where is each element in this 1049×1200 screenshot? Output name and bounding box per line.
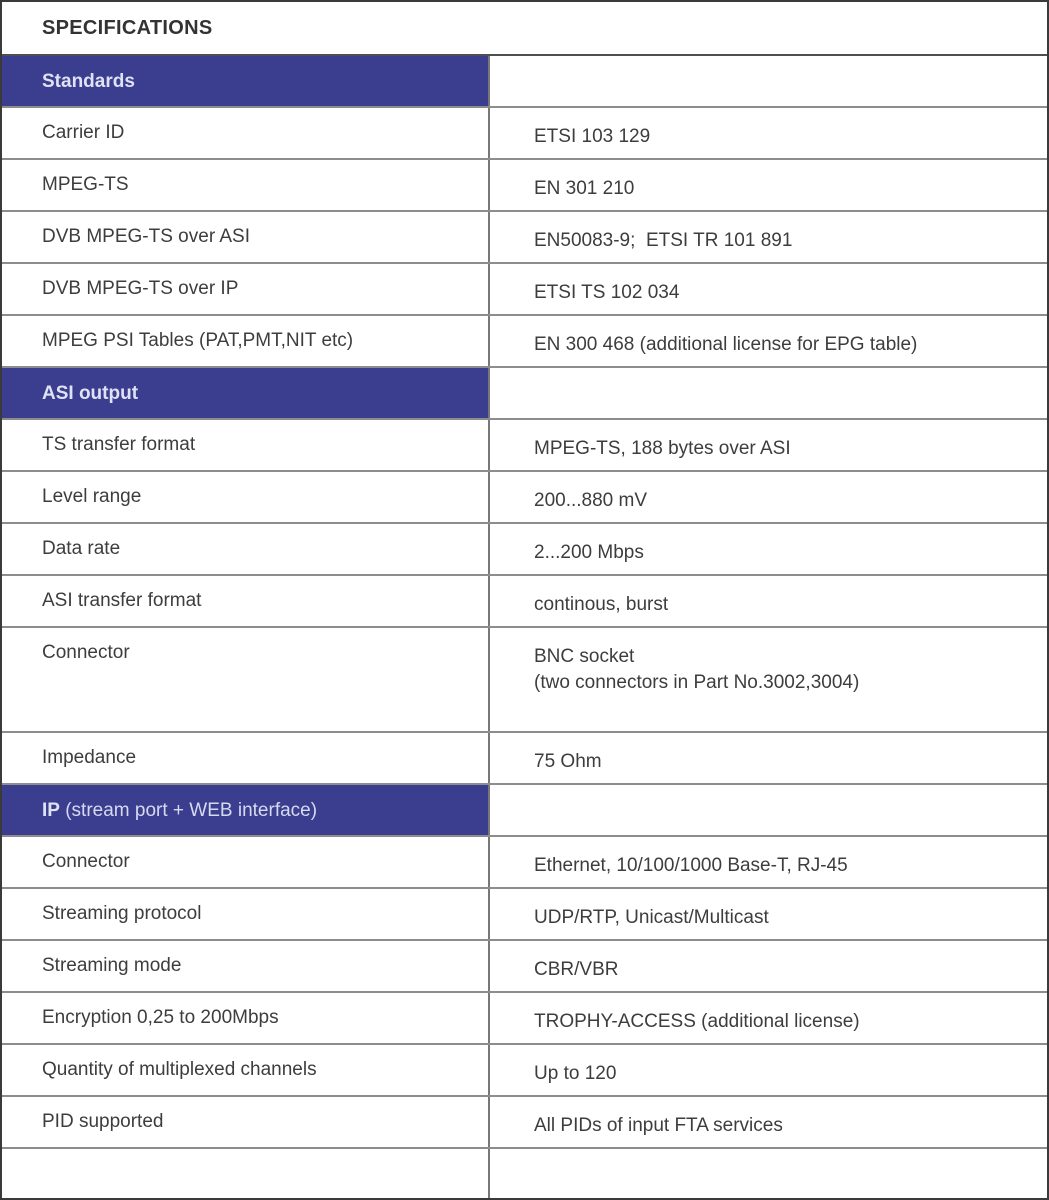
- section-header-row: [2, 54, 1047, 106]
- spec-value: [488, 993, 1047, 1043]
- spec-value-line: UDP/RTP, Unicast/Multicast: [534, 907, 769, 928]
- spec-label: MPEG-TS: [42, 174, 129, 195]
- spec-value: [488, 212, 1047, 262]
- spec-label: Connector: [42, 642, 130, 663]
- spec-label: Connector: [42, 851, 130, 872]
- spec-value-line: MPEG-TS, 188 bytes over ASI: [534, 438, 791, 459]
- spec-label: Streaming mode: [42, 955, 182, 976]
- spec-value-line: EN 301 210: [534, 178, 635, 199]
- spec-value: [488, 160, 1047, 210]
- empty-row: [2, 1147, 1047, 1198]
- spec-value-line: BNC socket: [534, 646, 635, 667]
- spec-row: [2, 418, 1047, 470]
- spec-row: [2, 731, 1047, 783]
- spec-label: DVB MPEG-TS over ASI: [42, 226, 250, 247]
- spec-label: Carrier ID: [42, 122, 125, 143]
- spec-value-line: EN 300 468 (additional license for EPG table): [534, 334, 918, 355]
- spec-value-line: Ethernet, 10/100/1000 Base-T, RJ-45: [534, 855, 848, 876]
- spec-value: [488, 941, 1047, 991]
- section-header-row: [2, 783, 1047, 835]
- spec-value-line: (two connectors in Part No.3002,3004): [534, 672, 860, 693]
- spec-label: PID supported: [42, 1111, 164, 1132]
- spec-value-line: continous, burst: [534, 594, 669, 615]
- spec-row: [2, 470, 1047, 522]
- section-title-text: IP: [42, 800, 60, 821]
- section-title-text: Standards: [42, 71, 135, 92]
- section-title: [2, 368, 488, 418]
- spec-value: [488, 628, 1047, 731]
- spec-value-line: CBR/VBR: [534, 959, 619, 980]
- spec-row: [2, 1095, 1047, 1147]
- spec-label: Streaming protocol: [42, 903, 202, 924]
- spec-value: [488, 524, 1047, 574]
- spec-value: [488, 56, 1047, 106]
- spec-label: TS transfer format: [42, 434, 196, 455]
- spec-value-line: 2...200 Mbps: [534, 542, 644, 563]
- spec-row: [2, 574, 1047, 626]
- section-title: [2, 785, 488, 835]
- spec-value: [488, 368, 1047, 418]
- spec-value: [488, 316, 1047, 366]
- spec-value-line: 75 Ohm: [534, 751, 602, 772]
- spec-value: [488, 1045, 1047, 1095]
- spec-table-body: [2, 54, 1047, 1198]
- section-title-suffix: (stream port + WEB interface): [59, 800, 318, 821]
- spec-row: [2, 835, 1047, 887]
- spec-row: [2, 1043, 1047, 1095]
- spec-value: [488, 576, 1047, 626]
- spec-row: [2, 314, 1047, 366]
- spec-row: [2, 262, 1047, 314]
- spec-label: ASI transfer format: [42, 590, 202, 611]
- section-title-text: ASI output: [42, 383, 139, 404]
- table-title: SPECIFICATIONS: [42, 16, 213, 39]
- spec-row: [2, 106, 1047, 158]
- spec-value: [488, 837, 1047, 887]
- spec-value: [488, 472, 1047, 522]
- spec-value: [488, 889, 1047, 939]
- section-header-row: [2, 366, 1047, 418]
- spec-value-line: EN50083-9; ETSI TR 101 891: [534, 230, 793, 251]
- spec-label: Encryption 0,25 to 200Mbps: [42, 1007, 279, 1028]
- spec-row: [2, 210, 1047, 262]
- spec-row: [2, 991, 1047, 1043]
- spec-value-line: ETSI 103 129: [534, 126, 651, 147]
- spec-value: [488, 1097, 1047, 1147]
- spec-value: [488, 785, 1047, 835]
- spec-row: [2, 887, 1047, 939]
- spec-value: [488, 733, 1047, 783]
- spec-value: [488, 420, 1047, 470]
- spec-row: [2, 158, 1047, 210]
- spec-label: MPEG PSI Tables (PAT,PMT,NIT etc): [42, 330, 354, 351]
- spec-row: [2, 522, 1047, 574]
- spec-value: [488, 108, 1047, 158]
- spec-value: [488, 1149, 1047, 1198]
- spec-row: [2, 939, 1047, 991]
- spec-value: [488, 264, 1047, 314]
- spec-label: Quantity of multiplexed channels: [42, 1059, 317, 1080]
- section-title: [2, 56, 488, 106]
- spec-value-line: TROPHY-ACCESS (additional license): [534, 1011, 860, 1032]
- spec-value-line: ETSI TS 102 034: [534, 282, 680, 303]
- spec-row: [2, 626, 1047, 731]
- spec-label: Level range: [42, 486, 142, 507]
- spec-value-line: All PIDs of input FTA services: [534, 1115, 783, 1136]
- spec-label: Data rate: [42, 538, 121, 559]
- spec-label: [2, 1149, 488, 1198]
- spec-label: DVB MPEG-TS over IP: [42, 278, 239, 299]
- spec-label: Impedance: [42, 747, 137, 768]
- spec-value-line: 200...880 mV: [534, 490, 648, 511]
- spec-value-line: Up to 120: [534, 1063, 617, 1084]
